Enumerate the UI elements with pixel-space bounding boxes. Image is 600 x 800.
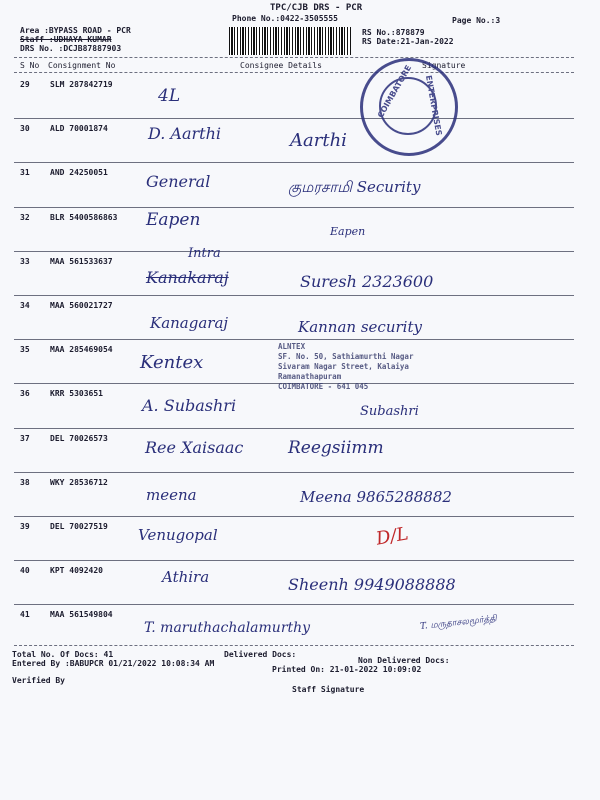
verified-by: Verified By	[12, 676, 65, 685]
handwritten-sign: Aarthi	[290, 130, 347, 151]
row-sno: 33	[20, 257, 30, 266]
stamp-line: Sivaram Nagar Street, Kalaiya	[278, 362, 409, 371]
seal-text-right: ENTERPRISES	[423, 74, 444, 137]
row-consignment-number: BLR 5400586863	[50, 213, 118, 222]
handwritten-name: General	[146, 172, 211, 191]
handwritten-sign: Reegsiimm	[288, 438, 384, 458]
barcode	[229, 27, 351, 55]
row-divider	[14, 472, 574, 473]
page-number: Page No.:3	[452, 16, 501, 25]
row-sno: 38	[20, 478, 30, 487]
area: Area :BYPASS ROAD - PCR	[20, 26, 131, 35]
row-sno: 32	[20, 213, 30, 222]
printed-on: Printed On: 21-01-2022 10:09:02	[272, 665, 422, 674]
footer-rule	[14, 645, 574, 646]
handwritten-name: D. Aarthi	[148, 124, 222, 143]
phone-number: Phone No.:0422-3505555	[232, 14, 338, 23]
rs-number: RS No.:878879	[362, 28, 425, 37]
handwritten-name: Ree Xaisaac	[145, 438, 244, 457]
row-consignment-number: AND 24250051	[50, 168, 108, 177]
row-sno: 40	[20, 566, 30, 575]
stamp-line: SF. No. 50, Sathiamurthi Nagar	[278, 352, 414, 361]
staff-signature: Staff Signature	[292, 685, 365, 694]
col-consignment: Consignment No	[48, 61, 116, 70]
handwritten-name: Kanakaraj	[146, 268, 229, 287]
staff: Staff :UDHAYA KUMAR	[20, 35, 112, 44]
handwritten-name: A. Subashri	[142, 396, 237, 415]
row-consignment-number: MAA 561533637	[50, 257, 113, 266]
row-divider	[14, 295, 574, 296]
handwritten-name: Athira	[162, 568, 210, 586]
row-divider	[14, 162, 574, 163]
row-divider	[14, 207, 574, 208]
row-sno: 29	[20, 80, 30, 89]
row-sno: 30	[20, 124, 30, 133]
handwritten-name: Eapen	[146, 210, 201, 230]
handwritten-sign: Sheenh 9949088888	[288, 575, 456, 594]
handwritten-sign: Suresh 2323600	[300, 272, 434, 291]
stamp-line: COIMBATORE - 641 045	[278, 382, 369, 391]
row-sno: 36	[20, 389, 30, 398]
company-rubber-stamp	[278, 342, 458, 404]
row-sno: 35	[20, 345, 30, 354]
col-signature: Signature	[422, 61, 466, 70]
row-divider	[14, 251, 574, 252]
row-sno: 37	[20, 434, 30, 443]
row-sno: 34	[20, 301, 30, 310]
delivery-mark: D/L	[374, 523, 411, 550]
col-details: Consignee Details	[240, 61, 322, 70]
handwritten-name: T. maruthachalamurthy	[144, 620, 311, 636]
entered-by: Entered By :BABUPCR 01/21/2022 10:08:34 AM	[12, 659, 215, 668]
handwritten-name: Kentex	[140, 352, 204, 373]
total-docs: Total No. Of Docs: 41	[12, 650, 114, 659]
delivered-docs: Delivered Docs:	[224, 650, 297, 659]
drs-title: TPC/CJB DRS - PCR	[270, 3, 363, 13]
row-consignment-number: MAA 285469054	[50, 345, 113, 354]
handwritten-name: Venugopal	[138, 526, 218, 544]
col-sno: S No	[20, 61, 40, 70]
row-consignment-number: ALD 70001874	[50, 124, 108, 133]
row-divider	[14, 118, 574, 119]
handwritten-name: Kanagaraj	[150, 314, 229, 332]
row-sno: 31	[20, 168, 30, 177]
handwritten-name: 4L	[158, 86, 181, 106]
row-consignment-number: KPT 4092420	[50, 566, 103, 575]
handwritten-sign: Meena 9865288882	[300, 488, 452, 506]
stamp-line: ALNTEX	[278, 342, 306, 351]
row-consignment-number: WKY 28536712	[50, 478, 108, 487]
row-sno: 41	[20, 610, 30, 619]
row-divider	[14, 428, 574, 429]
row-divider	[14, 604, 574, 605]
drs-number: DRS No. :DCJB87887903	[20, 44, 122, 53]
stamp-line: Ramanathapuram	[278, 372, 342, 381]
handwritten-sign: Kannan security	[298, 318, 422, 336]
row-consignment-number: MAA 561549804	[50, 610, 113, 619]
seal-text-top: COIMBATORE	[375, 63, 414, 120]
row-divider	[14, 560, 574, 561]
row-consignment-number: MAA 560021727	[50, 301, 113, 310]
rs-date: RS Date:21-Jan-2022	[362, 37, 454, 46]
row-consignment-number: DEL 70026573	[50, 434, 108, 443]
non-delivered-docs: Non Delivered Docs:	[358, 656, 450, 665]
row-divider	[14, 516, 574, 517]
row-consignment-number: KRR 5303651	[50, 389, 103, 398]
handwritten-sign: Subashri	[360, 404, 419, 419]
handwritten-sign: குமரசாமி Security	[288, 178, 421, 196]
handwritten-note: Intra	[188, 246, 221, 261]
columns-rule	[14, 72, 574, 73]
row-consignment-number: SLM 287842719	[50, 80, 113, 89]
row-consignment-number: DEL 70027519	[50, 522, 108, 531]
row-divider	[14, 339, 574, 340]
handwritten-sign: T. மருதாசலமூர்த்தி	[419, 614, 498, 632]
handwritten-sign: Eapen	[330, 225, 366, 238]
row-sno: 39	[20, 522, 30, 531]
company-seal	[360, 58, 458, 156]
header-rule	[14, 57, 574, 58]
handwritten-name: meena	[146, 486, 197, 504]
